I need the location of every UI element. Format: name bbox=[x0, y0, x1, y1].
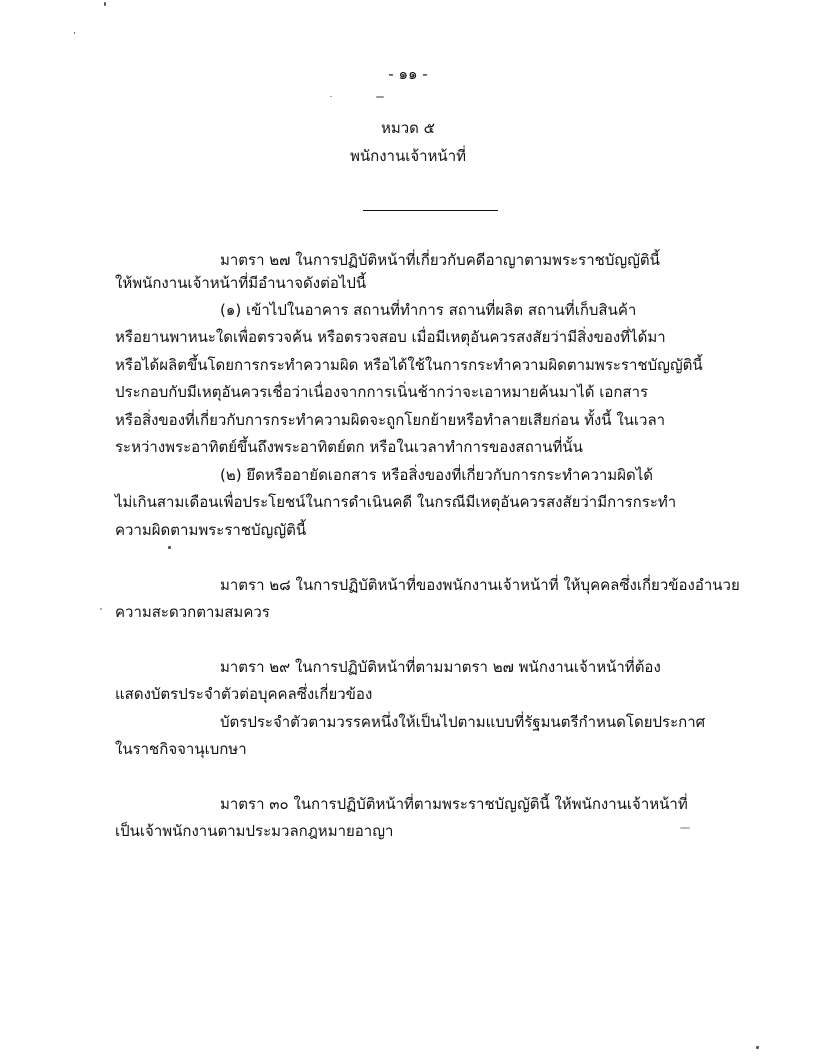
scan-speck bbox=[168, 546, 171, 549]
scan-speck bbox=[104, 2, 106, 6]
section-27-item-2-line: ความผิดตามพระราชบัญญัตินี้ bbox=[115, 521, 307, 539]
section-27-line: ให้พนักงานเจ้าหน้าที่มีอำนาจดังต่อไปนี้ bbox=[115, 274, 367, 292]
section-27-item-1-line: ประกอบกับมีเหตุอันควรเชื่อว่าเนื่องจากการเนิ่นช้ากว่าจะเอาหมายค้นมาได้ เอกสาร bbox=[115, 383, 649, 401]
section-27-item-1-line: หรือยานพาหนะใดเพื่อตรวจค้น หรือตรวจสอบ เมื่อมีเหตุอันควรสงสัยว่ามีสิ่งของที่ได้มา bbox=[115, 328, 666, 346]
section-28-line: มาตรา ๒๘ ในการปฏิบัติหน้าที่ของพนักงานเจ้าหน้าที่ ให้บุคคลซึ่งเกี่ยวข้องอำนวย bbox=[220, 576, 740, 594]
chapter-heading: หมวด ๕ bbox=[380, 119, 436, 137]
chapter-title: พนักงานเจ้าหน้าที่ bbox=[349, 147, 466, 165]
section-27-item-2-line: ไม่เกินสามเดือนเพื่อประโยชน์ในการดำเนินคดี ในกรณีมีเหตุอันควรสงสัยว่ามีการกระทำ bbox=[115, 493, 677, 511]
scan-speck bbox=[100, 608, 102, 610]
section-27-item-1-line: หรือสิ่งของที่เกี่ยวกับการกระทำความผิดจะถูกโยกย้ายหรือทำลายเสียก่อน ทั้งนี้ ในเวลา bbox=[115, 411, 666, 429]
scan-speck bbox=[680, 827, 690, 829]
section-30-line: เป็นเจ้าพนักงานตามประมวลกฎหมายอาญา bbox=[115, 822, 394, 840]
section-27-item-1-line: หรือได้ผลิตขึ้นโดยการกระทำความผิด หรือได้ใช้ในการกระทำความผิดตามพระราชบัญญัตินี้ bbox=[115, 356, 703, 374]
scan-speck bbox=[74, 32, 75, 34]
section-29-line: มาตรา ๒๙ ในการปฏิบัติหน้าที่ตามมาตรา ๒๗ พนักงานเจ้าหน้าที่ต้อง bbox=[220, 658, 661, 676]
scan-speck bbox=[376, 96, 384, 98]
scan-speck bbox=[330, 96, 332, 97]
section-29-line: แสดงบัตรประจำตัวต่อบุคคลซึ่งเกี่ยวข้อง bbox=[115, 685, 373, 703]
section-27-item-2-line: (๒) ยึดหรืออายัดเอกสาร หรือสิ่งของที่เกี่ยวกับการกระทำความผิดได้ bbox=[220, 466, 654, 484]
scan-speck bbox=[756, 1046, 759, 1049]
section-30-line: มาตรา ๓๐ ในการปฏิบัติหน้าที่ตามพระราชบัญญัตินี้ ให้พนักงานเจ้าหน้าที่ bbox=[220, 795, 688, 813]
section-29-line: ในราชกิจจานุเบกษา bbox=[115, 740, 247, 758]
title-divider bbox=[363, 210, 498, 211]
section-27-item-1-line: (๑) เข้าไปในอาคาร สถานที่ทำการ สถานที่ผลิต สถานที่เก็บสินค้า bbox=[220, 301, 637, 319]
section-27-line: มาตรา ๒๗ ในการปฏิบัติหน้าที่เกี่ยวกับคดีอาญาตามพระราชบัญญัตินี้ bbox=[220, 251, 660, 269]
section-27-item-1-line: ระหว่างพระอาทิตย์ขึ้นถึงพระอาทิตย์ตก หรือในเวลาทำการของสถานที่นั้น bbox=[115, 438, 583, 456]
section-29-line: บัตรประจำตัวตามวรรคหนึ่งให้เป็นไปตามแบบที่รัฐมนตรีกำหนดโดยประกาศ bbox=[220, 713, 706, 731]
section-28-line: ความสะดวกตามสมควร bbox=[115, 603, 270, 621]
page-number: - ๑๑ - bbox=[388, 65, 428, 83]
